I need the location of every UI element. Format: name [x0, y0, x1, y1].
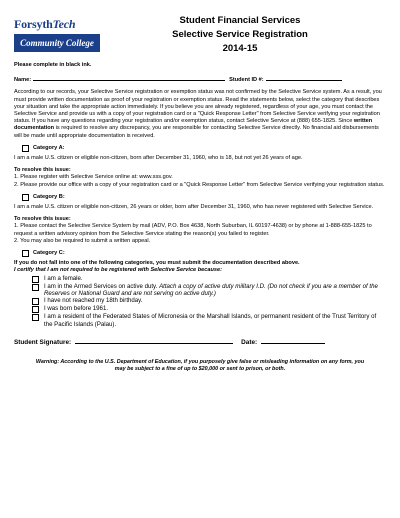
category-b-checkbox[interactable]: [22, 194, 29, 201]
intro-tail-text: is required to resolve any discrepancy, you are responsible for contacting Selective Service directly. No financial aid disbursements will be made until appropriate documentation is received.: [14, 125, 379, 139]
category-c-checkbox[interactable]: [22, 250, 29, 257]
exemption-armed-services-checkbox[interactable]: [32, 284, 39, 291]
category-b-step-1: 1. Please contact the Selective Service System by mail (ADV, P.O. Box 4638, North Suburban, IL 60197-4638) or by phone at 1-888-655-1825 to request a written advisory opinion from the Selective Service stating the reason(s) you failed to register.: [14, 223, 372, 237]
exemption-resident-text: I am a resident of the Federated States of Micronesia or the Marshall Islands, or permanent resident of the Trust Territory of the Pacific Islands (Palau).: [44, 313, 377, 328]
exemption-checklist: [32, 275, 386, 329]
instructions: Please complete in black ink.: [14, 62, 92, 68]
logo-tech: Tech: [52, 17, 76, 31]
signature-label: Student Signature:: [14, 339, 72, 347]
exemption-under-18[interactable]: [32, 297, 386, 305]
exemption-born-before-1961-checkbox[interactable]: [32, 306, 39, 313]
warning-notice: [14, 359, 386, 373]
intro-paragraph: [14, 89, 386, 139]
exemption-armed-services-label: [44, 283, 386, 298]
header-title: Selective Service Registration: [172, 29, 308, 40]
category-a-step-2: 2. Please provide our office with a copy of your registration card or a "Quick Response Letter" from Selective Service verifying your registration status.: [14, 181, 385, 188]
signature-row: [14, 336, 386, 346]
category-b-option[interactable]: [22, 194, 386, 201]
exemption-born-before-1961[interactable]: [32, 305, 386, 313]
exemption-female-checkbox[interactable]: [32, 276, 39, 283]
category-c-option[interactable]: [22, 250, 386, 257]
name-field[interactable]: [33, 74, 225, 81]
student-id-field[interactable]: [266, 74, 342, 81]
exemption-under-18-text: I have not reached my 18th birthday.: [44, 297, 143, 305]
date-label: Date:: [241, 339, 258, 347]
logo-wordmark: [14, 14, 100, 34]
category-a-option[interactable]: [22, 145, 386, 152]
exemption-resident-checkbox[interactable]: [32, 314, 39, 321]
category-a-description: I am a male U.S. citizen or eligible non-citizen, born after December 31, 1960, who is 18, but not yet 26 years of age.: [14, 155, 303, 162]
exemption-armed-services-text: I am in the Armed Services on active duty.: [44, 282, 158, 290]
exemption-born-before-1961-text: I was born before 1961.: [44, 305, 109, 313]
exemption-female-text: I am a female.: [44, 274, 83, 282]
category-a-checkbox[interactable]: [22, 145, 29, 152]
category-c-label: Category C:: [33, 250, 65, 257]
exemption-female[interactable]: [32, 275, 386, 283]
category-a-step-1: 1. Please register with Selective Service online at: www.sss.gov.: [14, 174, 173, 181]
intro-text: According to our records, your Selective Service registration or exemption status was not confirmed by the Selective Service system. As a result, you must provide written documentation as proof of your registration or exemption status. Read the statements below, select the category that describes your situation and take the appropriate action immediately. If you believe you are already registered, regardless of your age, you must contact the Selective Service and provide us with a copy of your registration card or a "Quick Response Letter" from Selective Service verifying your registration status. If you have any questions regarding your registration and/or exemption status, contact Selective Service at (888) 655-1825. Since: [14, 89, 382, 125]
form-header: [120, 14, 360, 56]
logo-forsyth: Forsyth: [14, 17, 53, 31]
name-label: Name:: [14, 77, 32, 84]
intro-bold-text: written documentation: [14, 118, 373, 132]
name-id-row: [14, 74, 386, 84]
category-b-description: I am a male U.S. citizen or eligible non-citizen, 26 years or older, born after December 31, 1960, who has never registered with Selective Service.: [14, 204, 374, 211]
category-a-label: Category A:: [33, 144, 65, 151]
category-b-resolve-label: To resolve this issue:: [14, 216, 71, 223]
category-b-step-2: 2. You may also be required to submit a written appeal.: [14, 237, 151, 244]
exemption-armed-services-note: Attach a copy of active duty military I.D. (Do not check if you are a member of the Reserves or National Guard and are not serving on active duty.): [44, 282, 378, 298]
exemption-under-18-checkbox[interactable]: [32, 298, 39, 305]
form-body: [14, 62, 386, 373]
header-department: Student Financial Services: [179, 15, 301, 26]
logo-community-college: Community College: [14, 34, 100, 52]
exemption-armed-services[interactable]: [32, 283, 386, 298]
signature-field[interactable]: [75, 336, 233, 344]
college-logo: [14, 14, 100, 54]
exemption-resident[interactable]: [32, 313, 386, 328]
category-b-label: Category B:: [33, 193, 65, 200]
category-a-resolve-label: To resolve this issue:: [14, 167, 71, 174]
category-c-certify: I certify that I am not required to be registered with Selective Service because:: [14, 267, 222, 274]
warning-line-2: may be subject to a fine of up to $20,000 or sent to prison, or both.: [114, 365, 286, 372]
header-year: 2014-15: [222, 43, 258, 54]
category-c-heading: If you do not fall into one of the following categories, you must submit the documentation described above.: [14, 260, 300, 267]
warning-line-1: Warning: According to the U.S. Department of Education, if you purposely give false or misleading information on any form, you: [35, 358, 365, 365]
student-id-label: Student ID #:: [229, 77, 264, 84]
date-field[interactable]: [261, 336, 325, 344]
